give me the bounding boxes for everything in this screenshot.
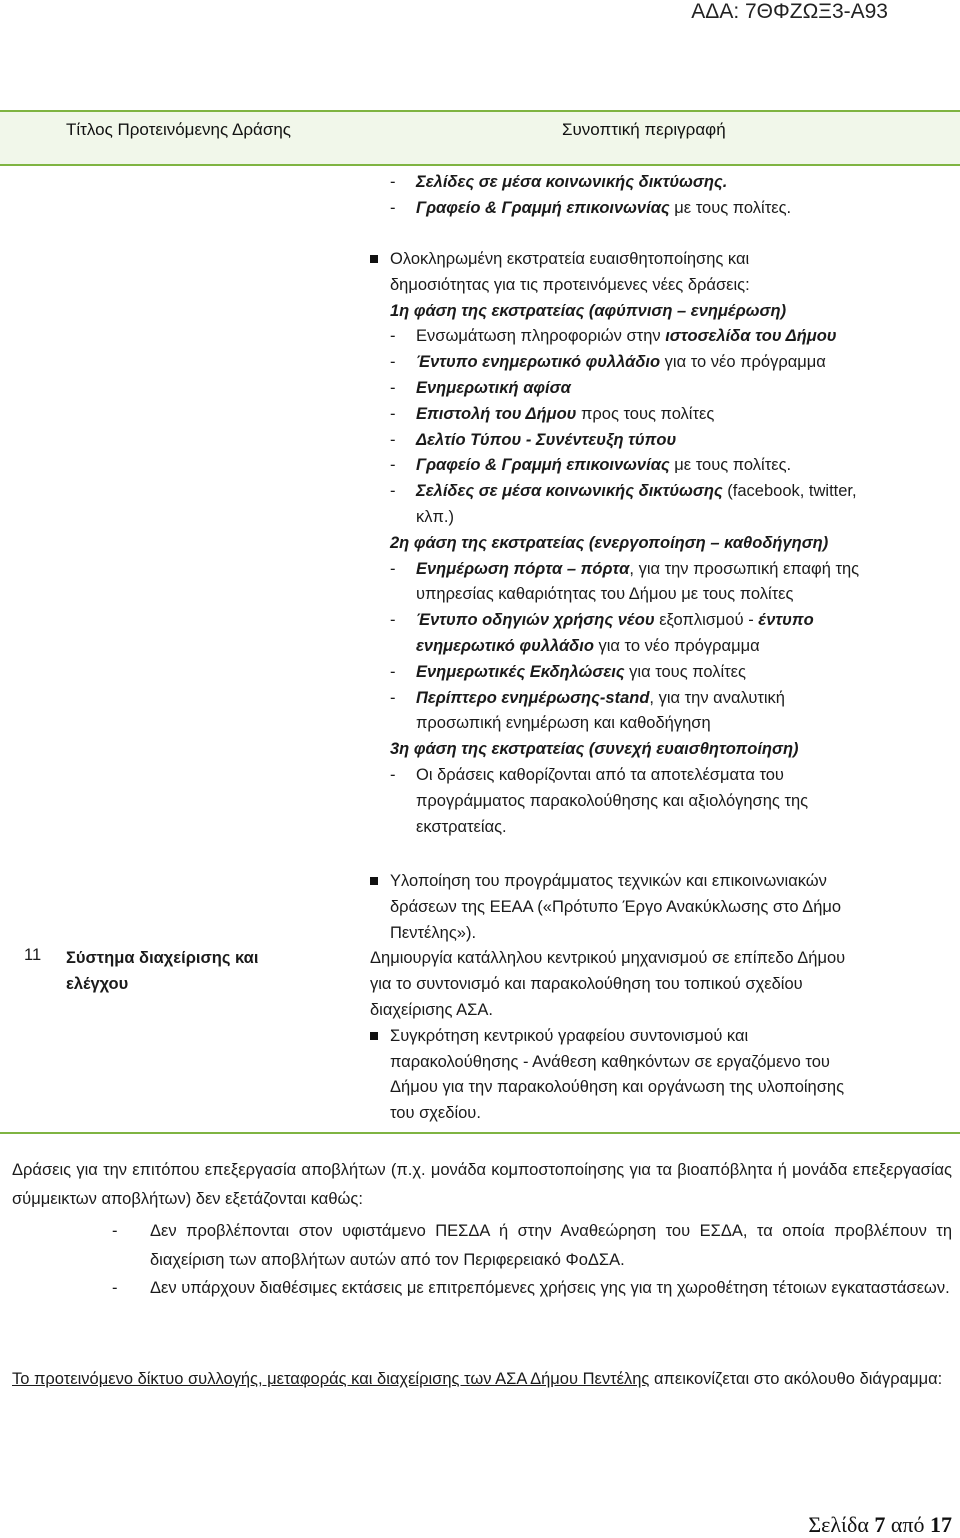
list-item: - Ενημέρωση πόρτα – πόρτα, για την προσωπική επαφή της [390,559,860,578]
list-item: - Ενσωμάτωση πληροφοριών στην ιστοσελίδα του Δήμου [390,327,837,346]
square-bullet-icon [370,877,378,885]
list-item-cont: υπηρεσίας καθαριότητας του Δήμου με τους πολίτες [416,585,794,604]
previous-items [370,170,930,222]
list-item-cont: προγράμματος παρακολούθησης και αξιολόγησης της [416,791,809,810]
list-item: - Γραφείο & Γραμμή επικοινωνίας με τους πολίτες. [390,456,792,475]
list-item: - Οι δράσεις καθορίζονται από τα αποτελέσματα του [390,765,784,784]
list-item: - Σελίδες σε μέσα κοινωνικής δικτύωσης. [390,173,728,191]
bullet-item: Υλοποίηση του προγράμματος τεχνικών και επικοινωνιακών [370,869,930,895]
bullet-item-cont: παρακολούθησης - Ανάθεση καθηκόντων σε εργαζόμενο του [390,1052,830,1071]
campaign-intro: Ολοκληρωμένη εκστρατεία ευαισθητοποίησης και [370,247,930,273]
bullet-item-cont: του σχεδίου. [390,1104,481,1123]
table-header-right: Συνοπτική περιγραφή [562,120,726,139]
bullet-item: Συγκρότηση κεντρικού γραφείου συντονισμού και [370,1024,930,1050]
bullet-item-cont: δράσεων της ΕΕΑΑ («Πρότυπο Έργο Ανακύκλωσης στο Δήμο [390,897,842,916]
list-item: - Έντυπο οδηγιών χρήσης νέου εξοπλισμού - έντυπο [390,611,814,630]
body-paragraph-diagram: Το προτεινόμενο δίκτυο συλλογής, μεταφοράς και διαχείρισης των ΑΣΑ Δήμου Πεντέλης απεικονίζεται στο ακόλουθο διάγραμμα: [12,1370,943,1388]
list-item-cont: εκστρατείας. [416,817,507,836]
table-top-rule [0,110,960,112]
table-header-rule [0,164,960,166]
phase3-title: 3η φάση της εκστρατείας (συνεχή ευαισθητοποίηση) [390,740,799,759]
body-paragraph: Δράσεις για την επιτόπου επεξεργασία αποβλήτων (π.χ. μονάδα κομποστοποίησης για τα βιοαπόβλητα ή μονάδα επεξεργασίας σύμμεικτων αποβλήτων) δεν εξετάζονται καθώς: [12,1161,952,1208]
phase2-title: 2η φάση της εκστρατείας (ενεργοποίηση – καθοδήγηση) [390,533,829,552]
description-line: για το συντονισμό και παρακολούθηση του τοπικού σχεδίου [370,975,803,994]
list-item: - Δεν υπάρχουν διαθέσιμες εκτάσεις με επιτρεπόμενες χρήσεις γης για τη χωροθέτηση τέτοιων εγκαταστάσεων. [112,1279,950,1297]
list-item: - Σελίδες σε μέσα κοινωνικής δικτύωσης (facebook, twitter, [390,482,857,501]
list-item: - Περίπτερο ενημέρωσης-stand, για την αναλυτική [390,688,785,707]
list-item: - Ενημερωτική αφίσα [390,378,571,397]
bullet-item-cont: Πεντέλης»). [390,923,477,942]
list-item: - Επιστολή του Δήμου προς τους πολίτες [390,404,715,423]
description-line: Δημιουργία κατάλληλου κεντρικού μηχανισμού σε επίπεδο Δήμου [370,949,846,968]
square-bullet-icon [370,1032,378,1040]
row11-description [370,869,930,1127]
list-item: - Δελτίο Τύπου - Συνέντευξη τύπου [390,430,677,449]
phase1-title: 1η φάση της εκστρατείας (αφύπνιση – ενημέρωση) [390,301,787,320]
list-item: - Έντυπο ενημερωτικό φυλλάδιο για το νέο πρόγραμμα [390,353,826,372]
list-item: - Δεν προβλέπονται στον υφιστάμενο ΠΕΣΔΑ ή στην Αναθεώρηση του ΕΣΔΑ, τα οποία προβλέπουν τη διαχείριση των αποβλήτων αυτών από τον Περιφερειακό ΦοΔΣΑ. [112,1222,952,1269]
list-item-cont: ενημερωτικό φυλλάδιο για το νέο πρόγραμμα [416,636,760,655]
row-title: Σύστημα διαχείρισης και ελέγχου [66,949,259,993]
list-item-cont: προσωπική ενημέρωση και καθοδήγηση [416,714,711,733]
row-number: 11 [24,946,42,964]
description-line: διαχείρισης ΑΣΑ. [370,1000,493,1019]
page-footer: Σελίδα 7 από 17 [808,1512,952,1537]
campaign-intro-cont: δημοσιότητας για τις προτεινόμενες νέες δράσεις: [390,275,750,294]
campaign-block [370,247,930,840]
list-item: - Ενημερωτικές Εκδηλώσεις για τους πολίτες [390,662,746,681]
bullet-item-cont: Δήμου για την παρακολούθηση και οργάνωση της υλοποίησης [390,1078,845,1097]
table-bottom-rule [0,1132,960,1134]
table-header-left: Τίτλος Προτεινόμενης Δράσης [66,120,291,139]
square-bullet-icon [370,255,378,263]
list-item: - Γραφείο & Γραμμή επικοινωνίας με τους πολίτες. [390,198,792,217]
ada-code: ΑΔΑ: 7ΘΦΖΩΞ3-Α93 [691,0,888,23]
body-list [112,1217,952,1303]
list-item-cont: κλπ.) [416,507,454,526]
